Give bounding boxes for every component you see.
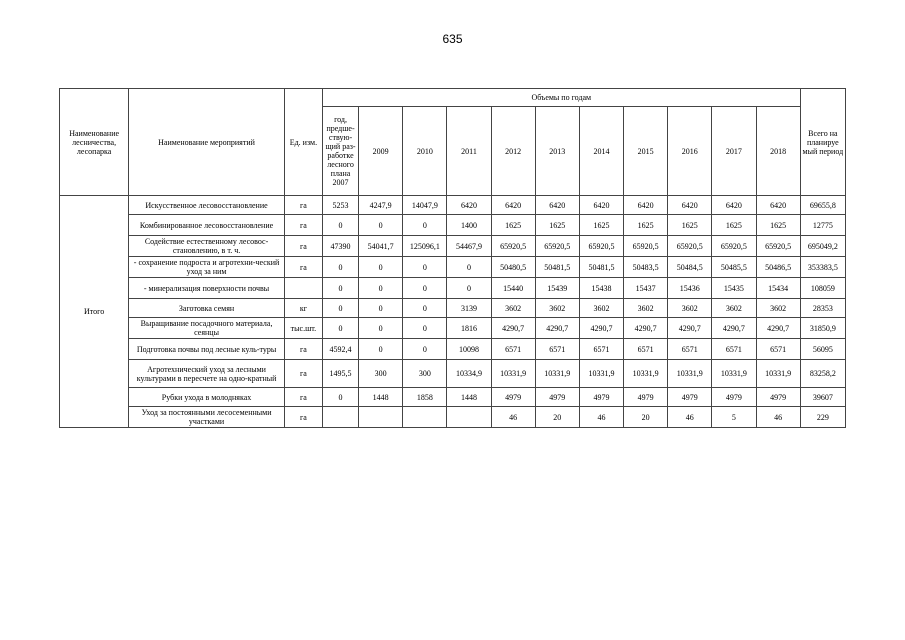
row-value: 46	[491, 407, 535, 428]
row-value: 15440	[491, 278, 535, 299]
row-value: 50485,5	[712, 257, 756, 278]
row-value: 3602	[712, 299, 756, 318]
row-value: 65920,5	[624, 236, 668, 257]
row-total: 69655,8	[800, 196, 845, 215]
row-value: 50481,5	[579, 257, 623, 278]
row-value: 3602	[579, 299, 623, 318]
row-value: 1625	[756, 215, 800, 236]
row-value: 20	[624, 407, 668, 428]
row-name: - сохранение подроста и агротехни-ческий уход за ним	[129, 257, 285, 278]
row-value: 15436	[668, 278, 712, 299]
row-value: 50480,5	[491, 257, 535, 278]
row-value: 65920,5	[712, 236, 756, 257]
row-value: 10331,9	[624, 360, 668, 388]
row-value: 47390	[322, 236, 358, 257]
row-value: 54467,9	[447, 236, 491, 257]
row-unit: га	[284, 236, 322, 257]
row-name: Выращивание посадочного материала, сеянцы	[129, 318, 285, 339]
row-value: 50481,5	[535, 257, 579, 278]
header-volumes-by-year: Объемы по годам	[322, 89, 800, 107]
row-value: 0	[447, 257, 491, 278]
header-prev-year: год, предше-ствую-щий раз-работке лесного плана 2007	[322, 107, 358, 196]
row-value: 65920,5	[535, 236, 579, 257]
row-value: 15438	[579, 278, 623, 299]
row-value: 6420	[668, 196, 712, 215]
row-value: 4290,7	[756, 318, 800, 339]
row-value: 0	[403, 318, 447, 339]
row-value: 300	[403, 360, 447, 388]
row-value: 1816	[447, 318, 491, 339]
row-value: 15439	[535, 278, 579, 299]
row-value: 5253	[322, 196, 358, 215]
row-value: 0	[403, 339, 447, 360]
row-total: 83258,2	[800, 360, 845, 388]
row-value: 6420	[712, 196, 756, 215]
row-value	[447, 407, 491, 428]
row-value: 10334,9	[447, 360, 491, 388]
row-value: 6571	[624, 339, 668, 360]
row-value: 46	[756, 407, 800, 428]
row-value: 5	[712, 407, 756, 428]
row-name: Комбинированное лесовосстановление	[129, 215, 285, 236]
row-value: 4290,7	[624, 318, 668, 339]
row-value: 125096,1	[403, 236, 447, 257]
row-unit: га	[284, 257, 322, 278]
row-unit	[284, 278, 322, 299]
row-value: 10331,9	[579, 360, 623, 388]
row-value: 15437	[624, 278, 668, 299]
row-value: 10331,9	[535, 360, 579, 388]
table-row	[60, 278, 846, 299]
row-value: 20	[535, 407, 579, 428]
row-total: 56095	[800, 339, 845, 360]
row-value: 46	[579, 407, 623, 428]
row-value: 10331,9	[712, 360, 756, 388]
header-activity: Наименование мероприятий	[129, 89, 285, 196]
row-value: 50483,5	[624, 257, 668, 278]
header-unit: Ед. изм.	[284, 89, 322, 196]
row-value: 4979	[491, 388, 535, 407]
row-value: 65920,5	[668, 236, 712, 257]
row-unit: кг	[284, 299, 322, 318]
row-name: Заготовка семян	[129, 299, 285, 318]
row-value: 6420	[756, 196, 800, 215]
row-total: 12775	[800, 215, 845, 236]
header-forestry: Наименование лесничества, лесопарка	[60, 89, 129, 196]
row-value	[359, 407, 403, 428]
row-name: Рубки ухода в молодняках	[129, 388, 285, 407]
table-row	[60, 318, 846, 339]
row-value: 1495,5	[322, 360, 358, 388]
row-value: 0	[359, 257, 403, 278]
row-value: 3602	[491, 299, 535, 318]
row-name: Подготовка почвы под лесные куль-туры	[129, 339, 285, 360]
row-value: 15434	[756, 278, 800, 299]
row-value: 1625	[579, 215, 623, 236]
row-total: 28353	[800, 299, 845, 318]
row-value: 6420	[447, 196, 491, 215]
row-value: 0	[359, 278, 403, 299]
row-value: 1858	[403, 388, 447, 407]
row-value: 4979	[668, 388, 712, 407]
row-value: 6420	[624, 196, 668, 215]
row-value: 4979	[756, 388, 800, 407]
row-value: 0	[322, 388, 358, 407]
row-unit: га	[284, 196, 322, 215]
row-unit: га	[284, 339, 322, 360]
row-value: 4290,7	[668, 318, 712, 339]
row-value: 6571	[491, 339, 535, 360]
header-year: 2009	[359, 107, 403, 196]
row-value: 4290,7	[579, 318, 623, 339]
row-unit: га	[284, 215, 322, 236]
header-year: 2016	[668, 107, 712, 196]
row-value: 50484,5	[668, 257, 712, 278]
row-value: 3139	[447, 299, 491, 318]
row-value: 6420	[491, 196, 535, 215]
header-total: Всего на планируе мый период	[800, 89, 845, 196]
row-value: 4290,7	[491, 318, 535, 339]
row-value: 4979	[535, 388, 579, 407]
row-value: 4290,7	[535, 318, 579, 339]
table-row	[60, 236, 846, 257]
row-value: 6571	[712, 339, 756, 360]
row-value: 0	[322, 257, 358, 278]
row-value: 10098	[447, 339, 491, 360]
row-total: 108059	[800, 278, 845, 299]
row-value: 1625	[535, 215, 579, 236]
row-value: 0	[403, 278, 447, 299]
row-value: 10331,9	[756, 360, 800, 388]
header-year: 2014	[579, 107, 623, 196]
header-year: 2013	[535, 107, 579, 196]
header-year: 2010	[403, 107, 447, 196]
row-value: 10331,9	[491, 360, 535, 388]
row-name: Искусственное лесовосстановление	[129, 196, 285, 215]
table-row	[60, 407, 846, 428]
row-value: 3602	[756, 299, 800, 318]
row-value: 1448	[359, 388, 403, 407]
row-value: 0	[359, 318, 403, 339]
row-value: 10331,9	[668, 360, 712, 388]
table-row	[60, 388, 846, 407]
row-value: 6420	[579, 196, 623, 215]
row-value: 3602	[624, 299, 668, 318]
table-row	[60, 196, 846, 215]
row-total: 229	[800, 407, 845, 428]
header-year: 2017	[712, 107, 756, 196]
row-value: 0	[403, 215, 447, 236]
row-value: 14047,9	[403, 196, 447, 215]
row-name: - минерализация поверхности почвы	[129, 278, 285, 299]
row-unit: тыс.шт.	[284, 318, 322, 339]
row-value: 6571	[579, 339, 623, 360]
header-year: 2015	[624, 107, 668, 196]
row-value: 15435	[712, 278, 756, 299]
row-value: 4592,4	[322, 339, 358, 360]
row-value: 1625	[712, 215, 756, 236]
row-value: 54041,7	[359, 236, 403, 257]
row-value: 50486,5	[756, 257, 800, 278]
row-total: 353383,5	[800, 257, 845, 278]
row-unit: га	[284, 388, 322, 407]
row-value	[403, 407, 447, 428]
row-total: 31850,9	[800, 318, 845, 339]
table-row	[60, 360, 846, 388]
row-value: 6571	[668, 339, 712, 360]
row-name: Уход за постоянными лесосеменными участками	[129, 407, 285, 428]
row-value: 4247,9	[359, 196, 403, 215]
page-number: 635	[442, 32, 463, 46]
header-year: 2012	[491, 107, 535, 196]
row-value: 65920,5	[579, 236, 623, 257]
row-value: 4979	[712, 388, 756, 407]
row-value: 3602	[535, 299, 579, 318]
row-value: 6420	[535, 196, 579, 215]
row-value: 65920,5	[756, 236, 800, 257]
row-value: 300	[359, 360, 403, 388]
row-value: 4979	[579, 388, 623, 407]
row-name: Содействие естественному лесовос-становлению, в т. ч.	[129, 236, 285, 257]
table-row	[60, 339, 846, 360]
row-value: 3602	[668, 299, 712, 318]
row-total: 695049,2	[800, 236, 845, 257]
row-value: 0	[359, 215, 403, 236]
table-row	[60, 257, 846, 278]
row-value: 0	[322, 318, 358, 339]
row-value: 6571	[535, 339, 579, 360]
row-value: 65920,5	[491, 236, 535, 257]
row-value: 0	[359, 339, 403, 360]
header-year: 2018	[756, 107, 800, 196]
table-row	[60, 299, 846, 318]
row-value: 0	[359, 299, 403, 318]
row-value: 4290,7	[712, 318, 756, 339]
row-unit: га	[284, 407, 322, 428]
row-value: 1400	[447, 215, 491, 236]
row-value: 6571	[756, 339, 800, 360]
row-value	[322, 407, 358, 428]
row-value: 0	[322, 278, 358, 299]
row-value: 0	[322, 299, 358, 318]
row-value: 0	[447, 278, 491, 299]
header-year: 2011	[447, 107, 491, 196]
row-value: 4979	[624, 388, 668, 407]
row-unit: га	[284, 360, 322, 388]
row-value: 1625	[624, 215, 668, 236]
forest-activities-table	[59, 88, 846, 428]
group-label-itogo: Итого	[60, 196, 129, 428]
row-value: 0	[322, 215, 358, 236]
row-value: 1625	[668, 215, 712, 236]
row-value: 1625	[491, 215, 535, 236]
row-value: 46	[668, 407, 712, 428]
table-row	[60, 215, 846, 236]
row-value: 0	[403, 257, 447, 278]
row-name: Агротехнический уход за лесными культурами в пересчете на одно-кратный	[129, 360, 285, 388]
row-total: 39607	[800, 388, 845, 407]
row-value: 1448	[447, 388, 491, 407]
row-value: 0	[403, 299, 447, 318]
